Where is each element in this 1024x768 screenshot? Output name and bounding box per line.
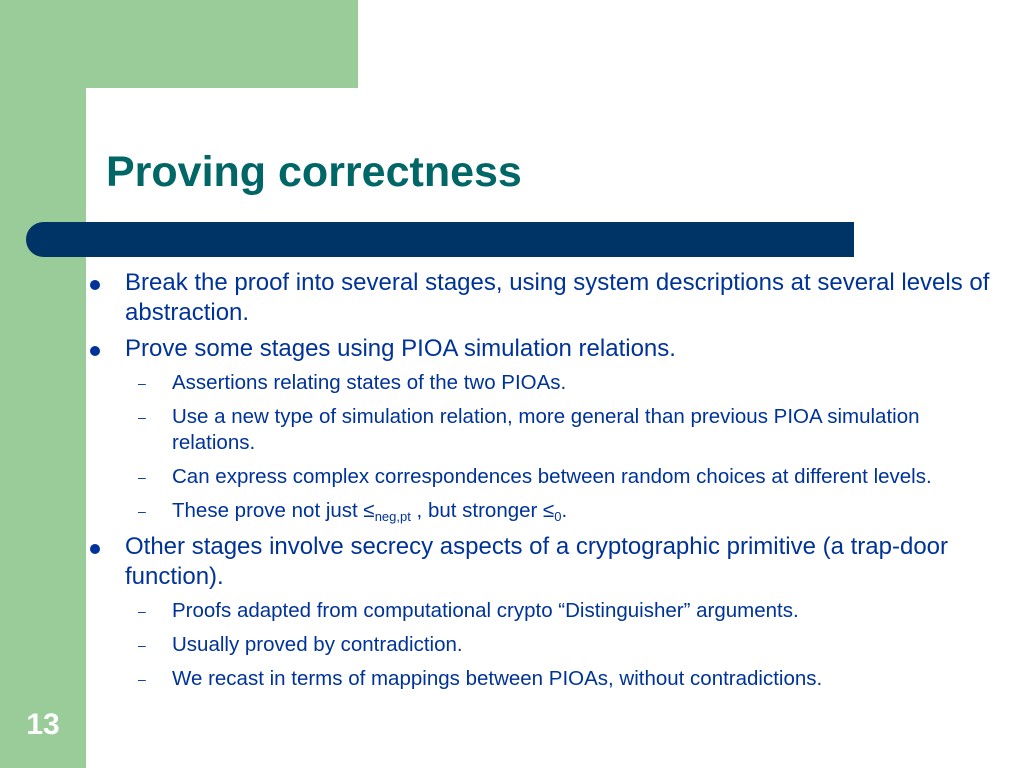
text-segment: . — [561, 499, 568, 522]
bullet-text: Other stages involve secrecy aspects of a cryptographic primitive (a trap-door function). — [125, 533, 949, 590]
text-segment: , but stronger ≤ — [410, 499, 555, 522]
sub-bullet-item — [90, 632, 995, 658]
green-left-band — [0, 0, 86, 768]
subscript-zero: 0 — [554, 509, 562, 524]
title-underline-bar — [26, 222, 854, 257]
slide-body — [90, 268, 995, 700]
bullet-item — [90, 268, 995, 328]
sub-bullet-item — [90, 598, 995, 624]
sub-bullet-item — [90, 498, 995, 524]
bullet-dot-icon — [90, 544, 100, 554]
bullet-text: Break the proof into several stages, using system descriptions at several levels of abstraction. — [125, 269, 990, 326]
sub-bullet-text: We recast in terms of mappings between PIOAs, without contradictions. — [172, 667, 823, 690]
subscript-neg-pt: neg,pt — [374, 509, 411, 524]
text-segment: These prove not just ≤ — [172, 499, 375, 522]
dash-icon: – — [138, 503, 146, 519]
bullet-dot-icon — [90, 346, 100, 356]
dash-icon: – — [138, 603, 146, 619]
slide-title: Proving correctness — [106, 148, 522, 196]
dash-icon: – — [138, 469, 146, 485]
sub-bullet-text: Usually proved by contradiction. — [172, 633, 463, 656]
sub-bullet-text: Assertions relating states of the two PIOAs. — [172, 371, 567, 394]
dash-icon: – — [138, 637, 146, 653]
page-number: 13 — [26, 708, 60, 741]
sub-bullet-item — [90, 370, 995, 396]
sub-bullet-text: Proofs adapted from computational crypto “Distinguisher” arguments. — [172, 599, 799, 622]
dash-icon: – — [138, 409, 146, 425]
sub-bullet-text: Can express complex correspondences between random choices at different levels. — [172, 465, 932, 488]
sub-bullet-text: Use a new type of simulation relation, more general than previous PIOA simulation relations. — [172, 405, 920, 454]
sub-bullet-item — [90, 464, 995, 490]
bullet-item — [90, 334, 995, 364]
bullet-dot-icon — [90, 280, 100, 290]
bullet-text: Prove some stages using PIOA simulation relations. — [125, 335, 676, 362]
sub-bullet-item — [90, 404, 995, 456]
bullet-item — [90, 532, 995, 592]
dash-icon: – — [138, 375, 146, 391]
dash-icon: – — [138, 671, 146, 687]
sub-bullet-item — [90, 666, 995, 692]
sub-bullet-text — [172, 499, 567, 522]
